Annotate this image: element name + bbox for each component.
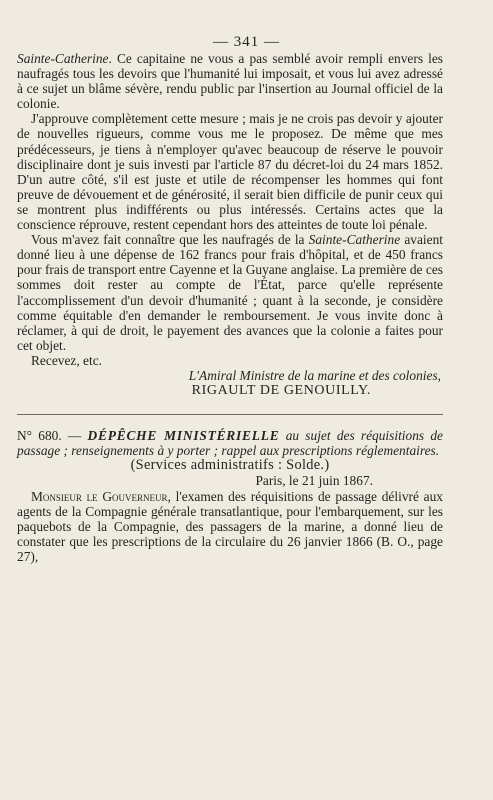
signature-name: RIGAULT DE GENOUILLY. — [191, 383, 371, 399]
dispatch-number: N° 680. — [17, 428, 62, 444]
ship-name: Sainte-Catherine — [308, 232, 401, 248]
dispatch-heading — [17, 428, 443, 458]
closing-formula: Recevez, etc. — [31, 352, 102, 368]
letter-paragraph-2: J'approuve complètement cette mesure ; mais je ne crois pas devoir y ajouter de nouvelles rigueurs, comme vous me le proposez. De même que mes prédécesseurs, je tiens à n'employer qu'avec beaucoup de réserve le pouvoir disciplinaire dont je suis investi par l'article 87 du décret-loi du 24 mars 1852. D'un autre côté, s'il est juste et utile de récompenser les hommes qui font preuve de dévouement et de générosité, il serait bien difficile de punir ceux qui se montrent plus indifférents ou plus intéressés. Certains actes que la conscience réprouve, restent cependant hors des atteintes de toute loi pénale. — [17, 111, 443, 233]
section-divider — [17, 414, 443, 415]
page-body — [17, 51, 443, 564]
salutation: Monsieur le Gouverneur — [31, 488, 168, 504]
paragraph-text: , l'examen des réquisitions de passage délivré aux agents de la Compagnie générale transatlantique, pour l'embarquement, sur les paquebots de la Compagnie, des passagers de la marine, a donné lieu de constater que les prescriptions de la circulaire du 26 janvier 1866 (B. O., page 27), — [17, 488, 443, 564]
dateline: Paris, le 21 juin 1867. — [255, 473, 373, 489]
page-number: — 341 — — [213, 34, 280, 50]
heading-dash: — — [61, 428, 88, 444]
ship-name: Sainte-Catherine — [17, 51, 109, 66]
signature-title: L'Amiral Ministre de la marine et des colonies, — [188, 367, 441, 383]
letter-paragraph-3 — [17, 232, 443, 353]
paragraph-text: . Ce capitaine ne vous a pas semblé avoir rempli envers les naufragés tous les devoirs que l'humanité lui imposait, et vous lui avez adressé à ce sujet un blâme sévère, rendu public par l'insertion au Journal officiel de la colonie. — [17, 51, 443, 112]
paragraph-text: avaient donné lieu à une dépense de 162 francs pour frais d'hôpital, et de 450 francs pour frais de transport entre Cayenne et la Guyane anglaise. La première de ces sommes doit rester au compte de l'État, parce qu'elle représente l'accomplissement d'un devoir d'humanité ; quant à la seconde, je considère comme équitable d'en demander le remboursement. Je vous invite donc à réclamer, à qui de droit, le payement des avances que la colonie a faites pour cet objet. — [17, 232, 443, 353]
dispatch-title: DÉPÊCHE MINISTÉRIELLE — [87, 428, 280, 444]
letter-paragraph-1 — [17, 51, 443, 111]
paragraph-text: Vous m'avez fait connaître que les naufragés de la — [31, 232, 309, 248]
dispatch-paragraph-1 — [17, 489, 443, 564]
services-label: (Services administratifs : Solde.) — [130, 457, 330, 474]
dispatch-subtitle: au sujet des réquisitions de passage ; renseignements à y porter ; rappel aux prescriptions réglementaires. — [17, 428, 443, 459]
